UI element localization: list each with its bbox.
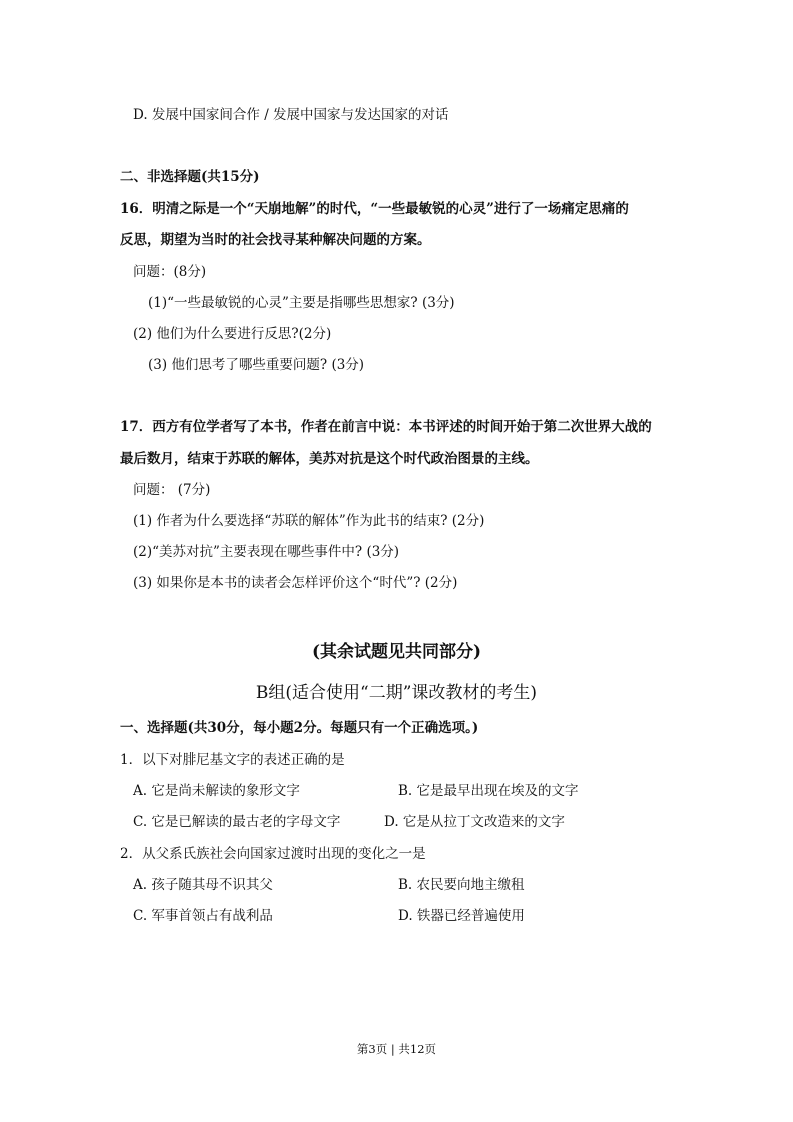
question-16-stem-line-2: 反思，期望为当时的社会找寻某种解决问题的方案。 [120,232,431,248]
question-1-stem: 1．以下对腓尼基文字的表述正确的是 [120,752,345,768]
question-1-option-c: C. 它是已解读的最古老的字母文字 [133,814,341,830]
question-17-stem-line-2: 最后数月，结束于苏联的解体，美苏对抗是这个时代政治图景的主线。 [120,451,539,467]
question-1-option-b: B. 它是最早出现在埃及的文字 [398,783,579,799]
question-16-prompt: 问题：(8分) [133,264,207,280]
question-2-option-b: B. 农民要向地主缴租 [398,877,525,893]
question-17-sub-1: (1) 作者为什么要选择“苏联的解体”作为此书的结束? (2分) [133,513,485,529]
question-17-prompt: 问题： (7分) [133,482,211,498]
question-2-option-c: C. 军事首领占有战利品 [133,908,273,924]
question-2-stem: 2．从父系氏族社会向国家过渡时出现的变化之一是 [120,846,426,862]
question-1-option-d: D. 它是从拉丁文改造来的文字 [384,814,565,830]
question-1-option-a: A. 它是尚未解读的象形文字 [133,783,300,799]
question-2-option-a: A. 孩子随其母不识其父 [133,877,273,893]
group-b-title: B组(适合使用“二期”课改教材的考生) [255,683,538,703]
question-17-sub-2: (2)“美苏对抗”主要表现在哪些事件中? (3分) [133,544,400,560]
question-16-stem-line-1: 16．明清之际是一个“天崩地解”的时代，“一些最敏锐的心灵”进行了一场痛定思痛的 [120,201,629,217]
question-16-sub-1: (1)“一些最敏锐的心灵”主要是指哪些思想家? (3分) [148,295,455,311]
question-16-sub-3: (3) 他们思考了哪些重要问题? (3分) [148,357,365,373]
section-heading-non-choice: 二、非选择题(共15分) [120,169,260,185]
page-footer: 第3页 | 共12页 [356,1042,437,1056]
question-17-sub-3: (3) 如果你是本书的读者会怎样评价这个“时代”? (2分) [133,575,458,591]
remaining-questions-note: (其余试题见共同部分) [311,642,482,662]
question-15-option-d: D. 发展中国家间合作 / 发展中国家与发达国家的对话 [133,107,449,123]
question-16-sub-2: (2) 他们为什么要进行反思?(2分) [133,326,332,342]
question-2-option-d: D. 铁器已经普遍使用 [398,908,525,924]
section-heading-multiple-choice: 一、选择题(共30分，每小题2分。每题只有一个正确选项。) [120,720,479,736]
question-17-stem-line-1: 17．西方有位学者写了本书，作者在前言中说：本书评述的时间开始于第二次世界大战的 [120,419,652,435]
